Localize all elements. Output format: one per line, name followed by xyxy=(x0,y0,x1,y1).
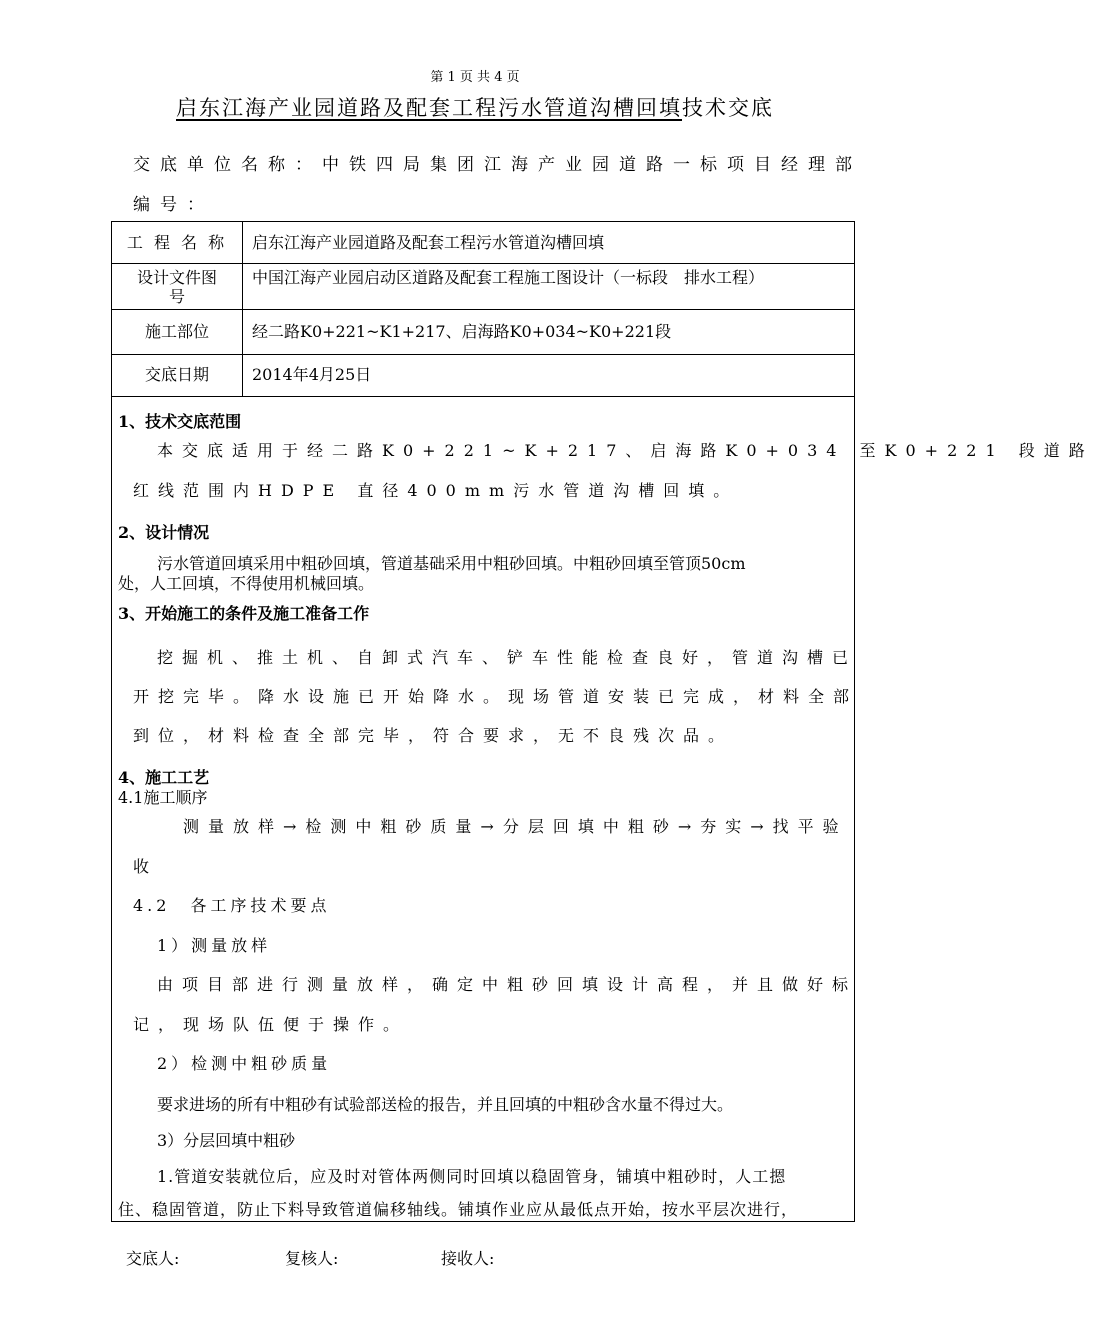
subsection-4-1: 4.1施工顺序 xyxy=(118,788,208,807)
disclosure-date-label: 交底日期 xyxy=(144,365,209,384)
document-number-line: 编号： xyxy=(133,195,214,215)
construction-location-value: 经二路K0+221~K1+217、启海路K0+034~K0+221段 xyxy=(252,322,672,341)
design-drawing-value: 中国江海产业园启动区道路及配套工程施工图设计（一标段 排水工程） xyxy=(252,268,765,287)
discloser-signature-label: 交底人: xyxy=(126,1249,180,1268)
step-2-heading: 2）检测中粗砂质量 xyxy=(157,1054,332,1073)
disclosure-unit-line: 交底单位名称：中铁四局集团江海产业园道路一标项目经理部 xyxy=(133,155,862,175)
row-divider xyxy=(112,396,854,397)
step-3-text: 住、稳固管道，防止下料导致管道偏移轴线。铺填作业应从最低点开始，按水平层次进行， xyxy=(118,1200,799,1219)
subsection-4-2: 4.2 各工序技术要点 xyxy=(133,896,331,915)
section-3-text: 开挖完毕。降水设施已开始降水。现场管道安装已完成，材料全部 xyxy=(133,687,859,706)
section-2-heading: 2、设计情况 xyxy=(118,523,210,542)
section-1-text: 红线范围内HDPE 直径400mm污水管道沟槽回填。 xyxy=(133,481,739,500)
subsection-4-1-text: 测量放样→检测中粗砂质量→分层回填中粗砂→夯实→找平验 xyxy=(183,817,848,836)
step-1-heading: 1）测量放样 xyxy=(157,936,272,955)
title-underlined: 启东江海产业园道路及配套工程污水管道沟槽回填 xyxy=(176,96,682,120)
step-2-text: 要求进场的所有中粗砂有试验部送检的报告，并且回填的中粗砂含水量不得过大。 xyxy=(157,1095,734,1114)
project-name-label: 工 程 名 称 xyxy=(126,233,228,252)
row-divider xyxy=(112,309,854,310)
row-divider xyxy=(112,354,854,355)
step-1-text: 由项目部进行测量放样，确定中粗砂回填设计高程，并且做好标 xyxy=(157,975,858,994)
project-name-value: 启东江海产业园道路及配套工程污水管道沟槽回填 xyxy=(252,233,605,252)
disclosure-date-value: 2014年4月25日 xyxy=(252,365,372,384)
document-title xyxy=(0,92,950,122)
section-1-heading: 1、技术交底范围 xyxy=(118,412,242,431)
section-1-text: 本交底适用于经二路K0+221~K+217、启海路K0+034 至K0+221 段道路 xyxy=(157,441,1094,460)
row-divider xyxy=(112,263,854,264)
design-drawing-label: 设计文件图号 xyxy=(136,268,217,306)
section-3-text: 挖掘机、推土机、自卸式汽车、铲车性能检查良好，管道沟槽已 xyxy=(157,648,858,667)
section-3-text: 到位，材料检查全部完毕，符合要求，无不良残次品。 xyxy=(133,726,734,745)
page-number: 第 1 页 共 4 页 xyxy=(430,70,520,85)
step-3-text: 1.管道安装就位后，应及时对管体两侧同时回填以稳固管身，铺填中粗砂时，人工摁 xyxy=(157,1167,787,1186)
reviewer-signature-label: 复核人: xyxy=(285,1249,339,1268)
title-rest: 技术交底 xyxy=(682,96,774,120)
section-3-heading: 3、开始施工的条件及施工准备工作 xyxy=(118,604,370,623)
subsection-4-1-text: 收 xyxy=(133,857,150,876)
step-1-text: 记，现场队伍便于操作。 xyxy=(133,1015,409,1034)
construction-location-label: 施工部位 xyxy=(144,322,209,341)
receiver-signature-label: 接收人: xyxy=(441,1249,495,1268)
step-3-heading: 3）分层回填中粗砂 xyxy=(157,1131,296,1150)
section-4-heading: 4、施工工艺 xyxy=(118,768,210,787)
section-2-text: 处，人工回填，不得使用机械回填。 xyxy=(118,574,375,593)
section-2-text: 污水管道回填采用中粗砂回填，管道基础采用中粗砂回填。中粗砂回填至管顶50cm xyxy=(157,554,746,573)
